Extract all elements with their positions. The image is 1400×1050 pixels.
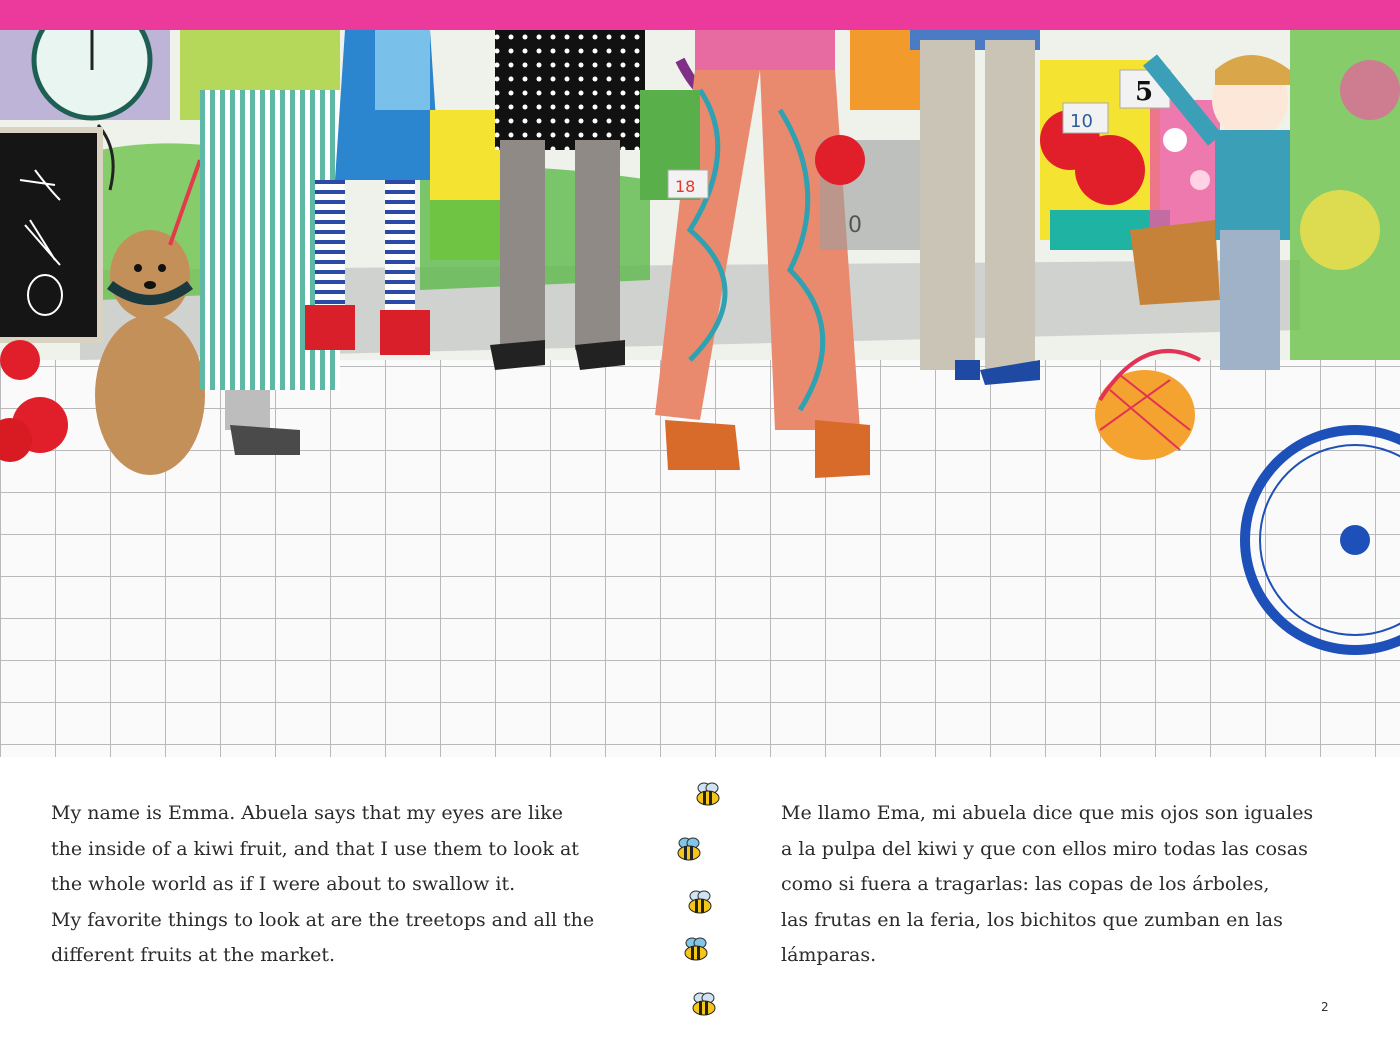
english-line: My favorite things to look at are the treetops and all the [51, 908, 595, 931]
spanish-line: Me llamo Ema, mi abuela dice que mis ojos son iguales [781, 802, 1314, 824]
spanish-line: a la pulpa del kiwi y que con ellos miro todas las cosas [781, 837, 1308, 860]
price-tag-ten [1063, 103, 1108, 133]
english-line: the inside of a kiwi fruit, and that I use them to look at [51, 837, 579, 860]
english-line: My name is Emma. Abuela says that my eyes are like [51, 802, 563, 824]
english-line: the whole world as if I were about to swallow it. [51, 873, 516, 895]
english-paragraph [51, 796, 651, 974]
bee-icon [688, 990, 720, 1020]
person-grey-trousers [910, 30, 1040, 385]
price-tag-eighteen [668, 170, 708, 198]
crate-number: 0 [848, 213, 862, 238]
spanish-line: las frutas en la feria, los bichitos que zumban en las [781, 908, 1283, 931]
svg-text:18: 18 [675, 177, 696, 196]
svg-text:10: 10 [1070, 111, 1093, 132]
chalkboard-sign [0, 130, 100, 340]
spanish-paragraph [781, 796, 1371, 974]
page-number: 2 [1321, 1000, 1329, 1014]
spanish-line: como si fuera a tragarlas: las copas de los árboles, [781, 873, 1270, 895]
bee-column [668, 775, 728, 1035]
bee-icon [684, 888, 716, 918]
market-illustration [0, 30, 1400, 757]
bee-icon [680, 935, 712, 965]
spanish-line: lámparas. [781, 944, 877, 966]
header-bar [0, 0, 1400, 30]
bee-icon [692, 780, 724, 810]
bee-icon [673, 835, 705, 865]
english-line: different fruits at the market. [51, 944, 336, 966]
svg-text:5: 5 [1135, 77, 1154, 107]
